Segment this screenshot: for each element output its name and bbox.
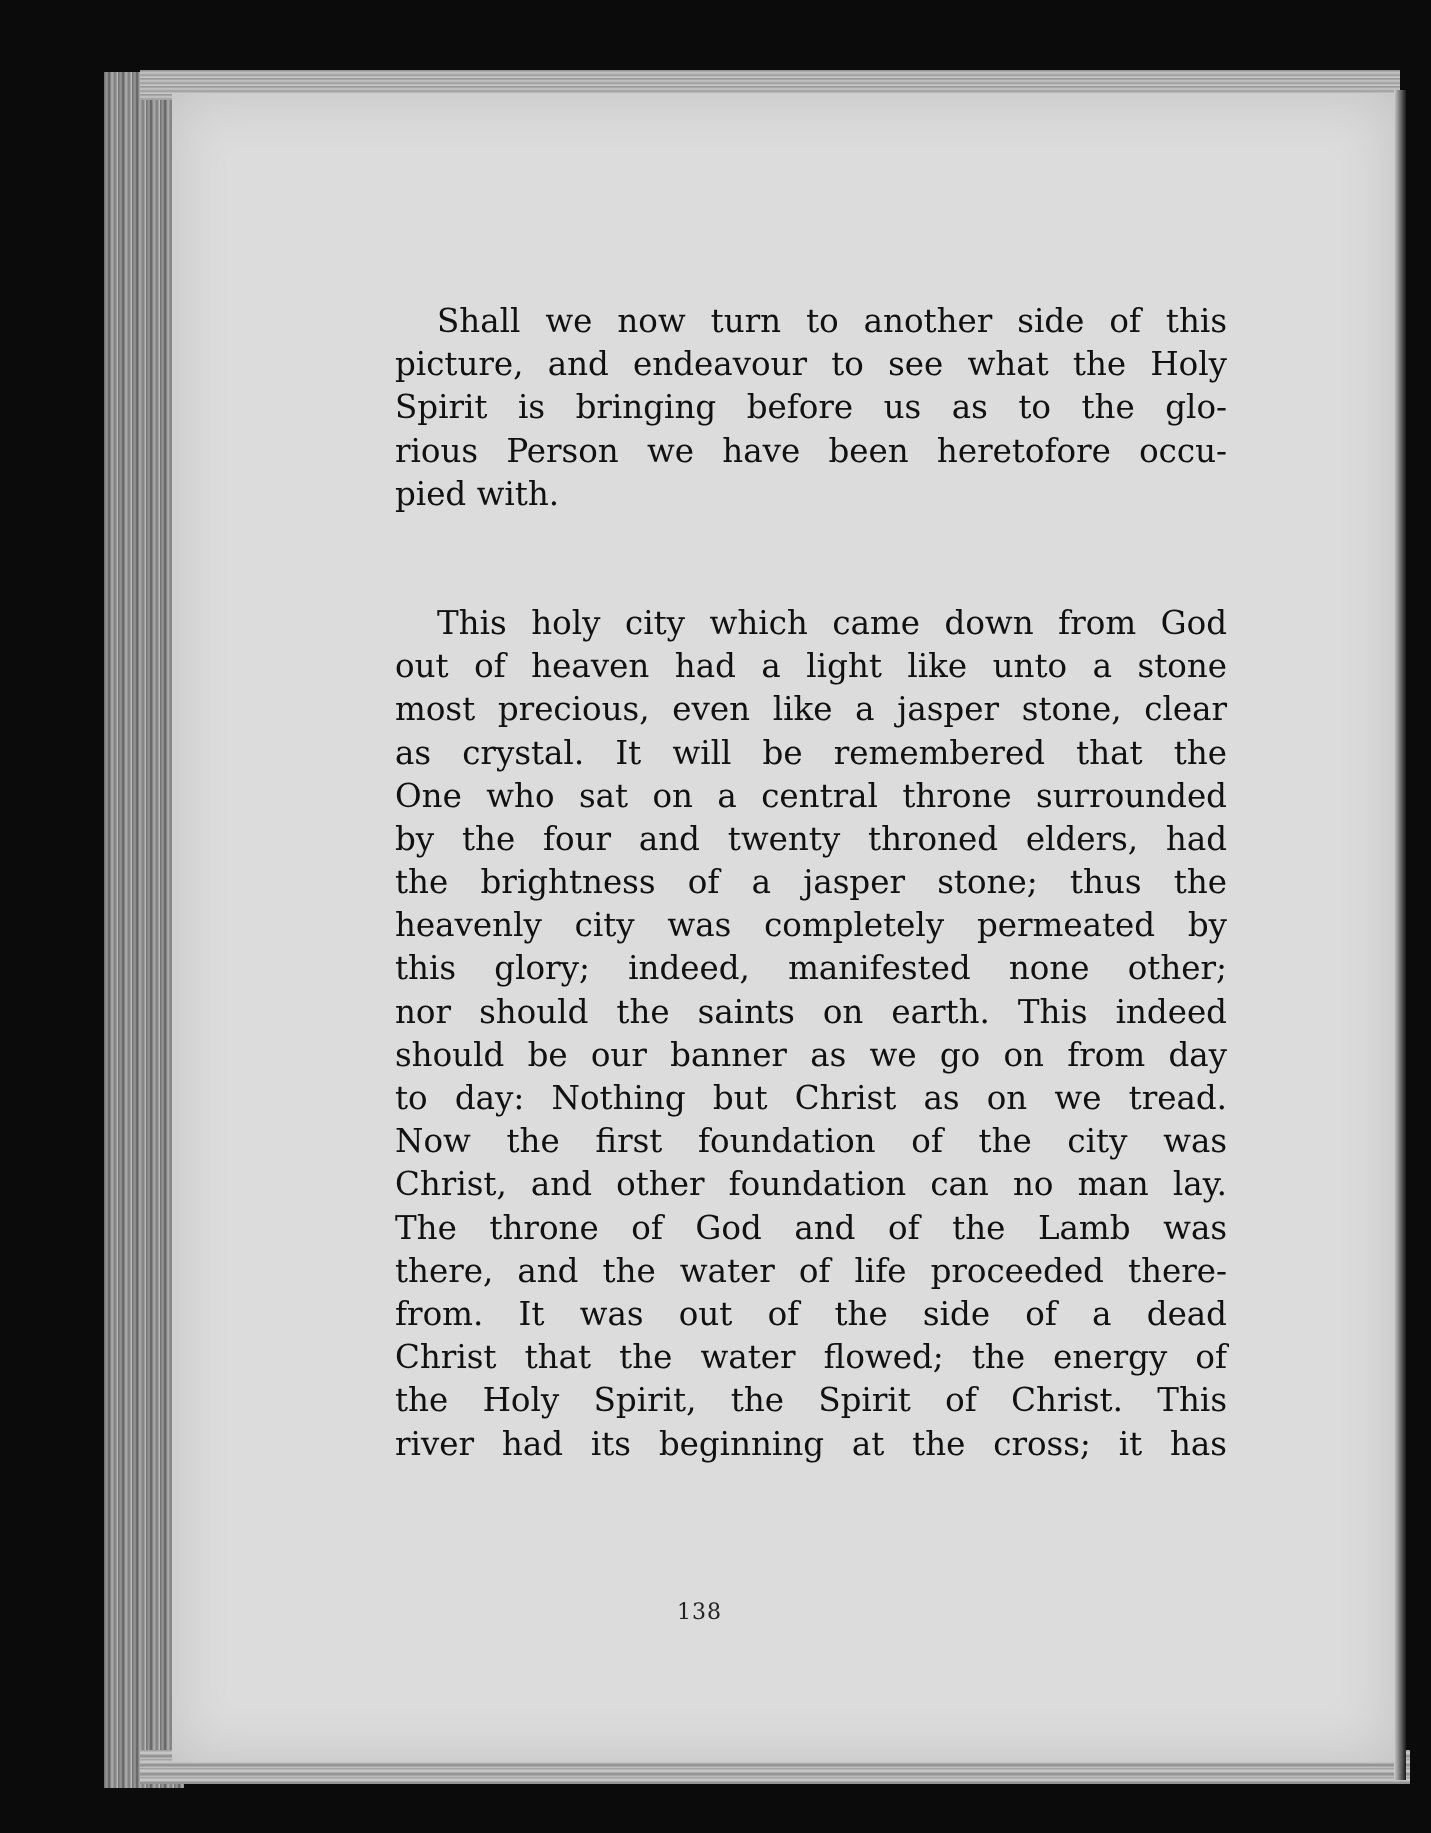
paragraph-1 <box>395 300 1227 516</box>
text-line: Now the first foundation of the city was <box>395 1122 1227 1161</box>
text-line: picture, and endeavour to see what the Holy <box>395 345 1227 384</box>
text-line: by the four and twenty throned elders, had <box>395 819 1227 858</box>
text-line: out of heaven had a light like unto a stone <box>395 647 1227 686</box>
paragraph-2 <box>395 602 1227 1466</box>
text-line: This holy city which came down from God <box>437 603 1227 642</box>
text-line: pied with. <box>395 474 560 513</box>
text-line: from. It was out of the side of a dead <box>395 1294 1227 1333</box>
text-line: nor should the saints on earth. This indeed <box>395 992 1227 1031</box>
text-line: rious Person we have been heretofore occu- <box>395 431 1227 470</box>
paragraph-gap <box>395 516 1227 602</box>
text-line: to day: Nothing but Christ as on we tread. <box>395 1079 1227 1117</box>
text-line: heavenly city was completely permeated by <box>395 906 1227 945</box>
text-line: the Holy Spirit, the Spirit of Christ. This <box>395 1381 1227 1420</box>
text-line: One who sat on a central throne surrounded <box>395 776 1227 815</box>
text-line: Christ, and other foundation can no man lay. <box>395 1165 1227 1204</box>
text-line: the brightness of a jasper stone; thus the <box>395 863 1227 902</box>
page-number: 138 <box>677 1600 722 1625</box>
page-edge-right <box>1394 90 1406 1780</box>
text-line: most precious, even like a jasper stone, clear <box>395 690 1227 729</box>
text-line: there, and the water of life proceeded there- <box>395 1251 1227 1290</box>
text-line: The throne of God and of the Lamb was <box>395 1208 1227 1247</box>
text-line: Christ that the water flowed; the energy of <box>395 1338 1227 1377</box>
page-number-container <box>0 1600 1431 1625</box>
text-line: this glory; indeed, manifested none other; <box>395 949 1227 988</box>
text-line: Spirit is bringing before us as to the glo- <box>395 388 1227 427</box>
body-text <box>395 300 1227 1466</box>
text-line: as crystal. It will be remembered that the <box>395 733 1227 772</box>
text-line: should be our banner as we go on from day <box>395 1035 1227 1074</box>
text-line: Shall we now turn to another side of this <box>437 302 1227 340</box>
text-line: river had its beginning at the cross; it has <box>395 1424 1227 1463</box>
